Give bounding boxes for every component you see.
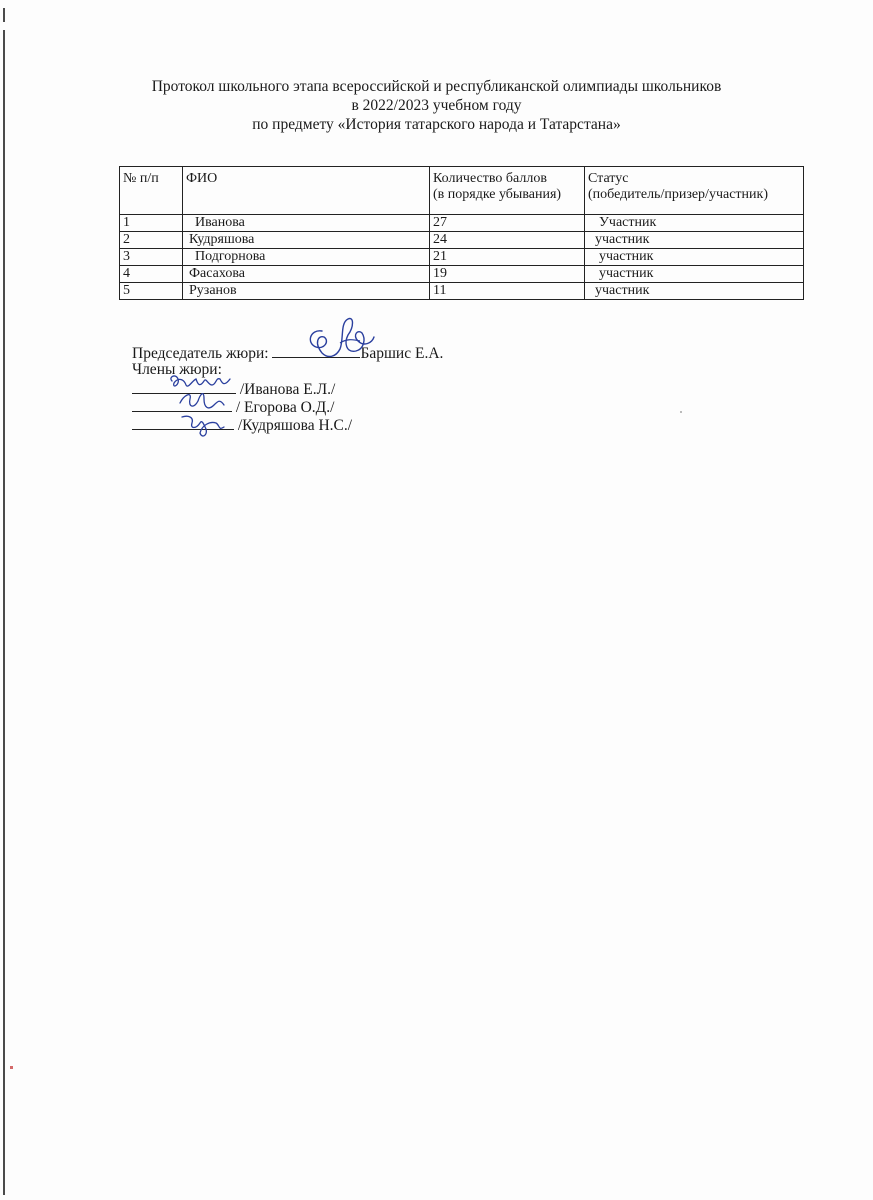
jury-chair-line [132,343,443,361]
header-num: № п/п [120,167,183,215]
row-num: 1 [120,215,183,232]
row-num: 2 [120,232,183,249]
table-row [120,283,804,300]
row-status: участник [585,232,804,249]
jury-chair-label: Председатель жюри: [132,345,269,362]
table-header-row [120,167,804,215]
row-score: 21 [430,249,585,266]
table-row [120,215,804,232]
header-status-line1: Статус [588,171,629,186]
header-status-line2: (победитель/призер/участник) [588,187,768,202]
scan-edge-top [3,8,5,22]
row-num: 4 [120,266,183,283]
jury-members-label: Члены жюри: [132,361,222,378]
header-subject-line: по предмету «История татарского народа и Татарстана» [252,116,621,133]
row-name: Подгорнова [183,249,430,266]
jury-section [132,343,443,433]
jury-chair-name: Баршис Е.А. [360,345,444,362]
row-name: Фасахова [183,266,430,283]
jury-member-line [132,397,443,415]
signature-blank [132,397,232,412]
table-row [120,232,804,249]
results-table [119,166,804,300]
signature-blank [132,379,236,394]
row-name: Рузанов [183,283,430,300]
header-title-line: Протокол школьного этапа всероссийской и республиканской олимпиады школьников [151,78,722,95]
jury-member-name: /Кудряшова Н.С./ [237,417,353,434]
scan-artifact-dot [10,1066,13,1069]
document-header [100,77,773,134]
row-score: 27 [430,215,585,232]
row-name: Кудряшова [183,232,430,249]
jury-member-line [132,415,443,433]
row-status: Участник [585,215,804,232]
header-year-line: в 2022/2023 учебном году [351,97,522,114]
header-name: ФИО [183,167,430,215]
header-score [430,167,585,215]
row-score: 11 [430,283,585,300]
jury-member-line [132,379,443,397]
row-status: участник [585,249,804,266]
row-status: участник [585,283,804,300]
signature-blank [272,343,360,358]
header-score-line1: Количество баллов [433,171,547,186]
row-num: 3 [120,249,183,266]
row-name: Иванова [183,215,430,232]
header-score-line2: (в порядке убывания) [433,187,562,202]
jury-member-name: /Иванова Е.Л./ [239,381,336,398]
row-score: 24 [430,232,585,249]
scan-artifact-dot [680,411,682,413]
jury-members-label-line [132,361,443,379]
table-row [120,266,804,283]
table-row [120,249,804,266]
header-status [585,167,804,215]
signature-blank [132,415,234,430]
row-status: участник [585,266,804,283]
scan-edge [3,30,5,1195]
row-score: 19 [430,266,585,283]
row-num: 5 [120,283,183,300]
jury-member-name: / Егорова О.Д./ [235,399,335,416]
